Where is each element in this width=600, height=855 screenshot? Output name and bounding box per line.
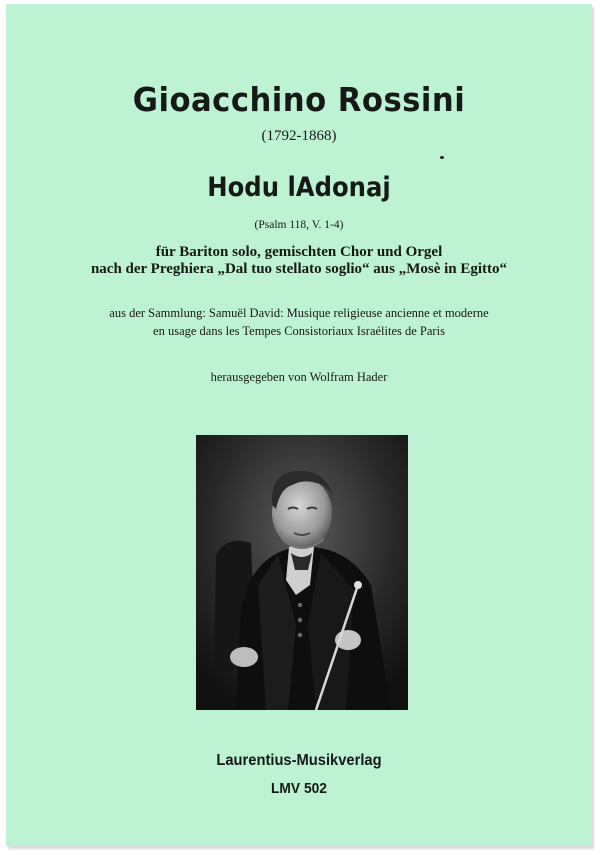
composer-name: Gioacchino Rossini: [132, 80, 466, 119]
collection-line-2: en usage dans les Tempes Consistoriaux Israélites de Paris: [153, 324, 445, 338]
work-title: Hodu lAdonaj: [207, 172, 391, 203]
source-line: nach der Preghiera „Dal tuo stellato soglio“ aus „Mosè in Egitto“: [90, 261, 508, 277]
composer-portrait: [196, 435, 408, 710]
editor-credit: herausgegeben von Wolfram Hader: [210, 370, 388, 384]
instrumentation-line: für Bariton solo, gemischten Chor und Orgel: [155, 244, 443, 260]
collection-line-1: aus der Sammlung: Samuël David: Musique religieuse ancienne et moderne: [109, 306, 489, 320]
composer-dates: (1792-1868): [261, 128, 337, 144]
publisher-name: Laurentius-Musikverlag: [216, 752, 382, 769]
psalm-reference: (Psalm 118, V. 1-4): [254, 219, 344, 231]
score-cover: [6, 4, 592, 846]
paper-speck: [440, 156, 444, 159]
catalog-number: LMV 502: [270, 780, 327, 797]
